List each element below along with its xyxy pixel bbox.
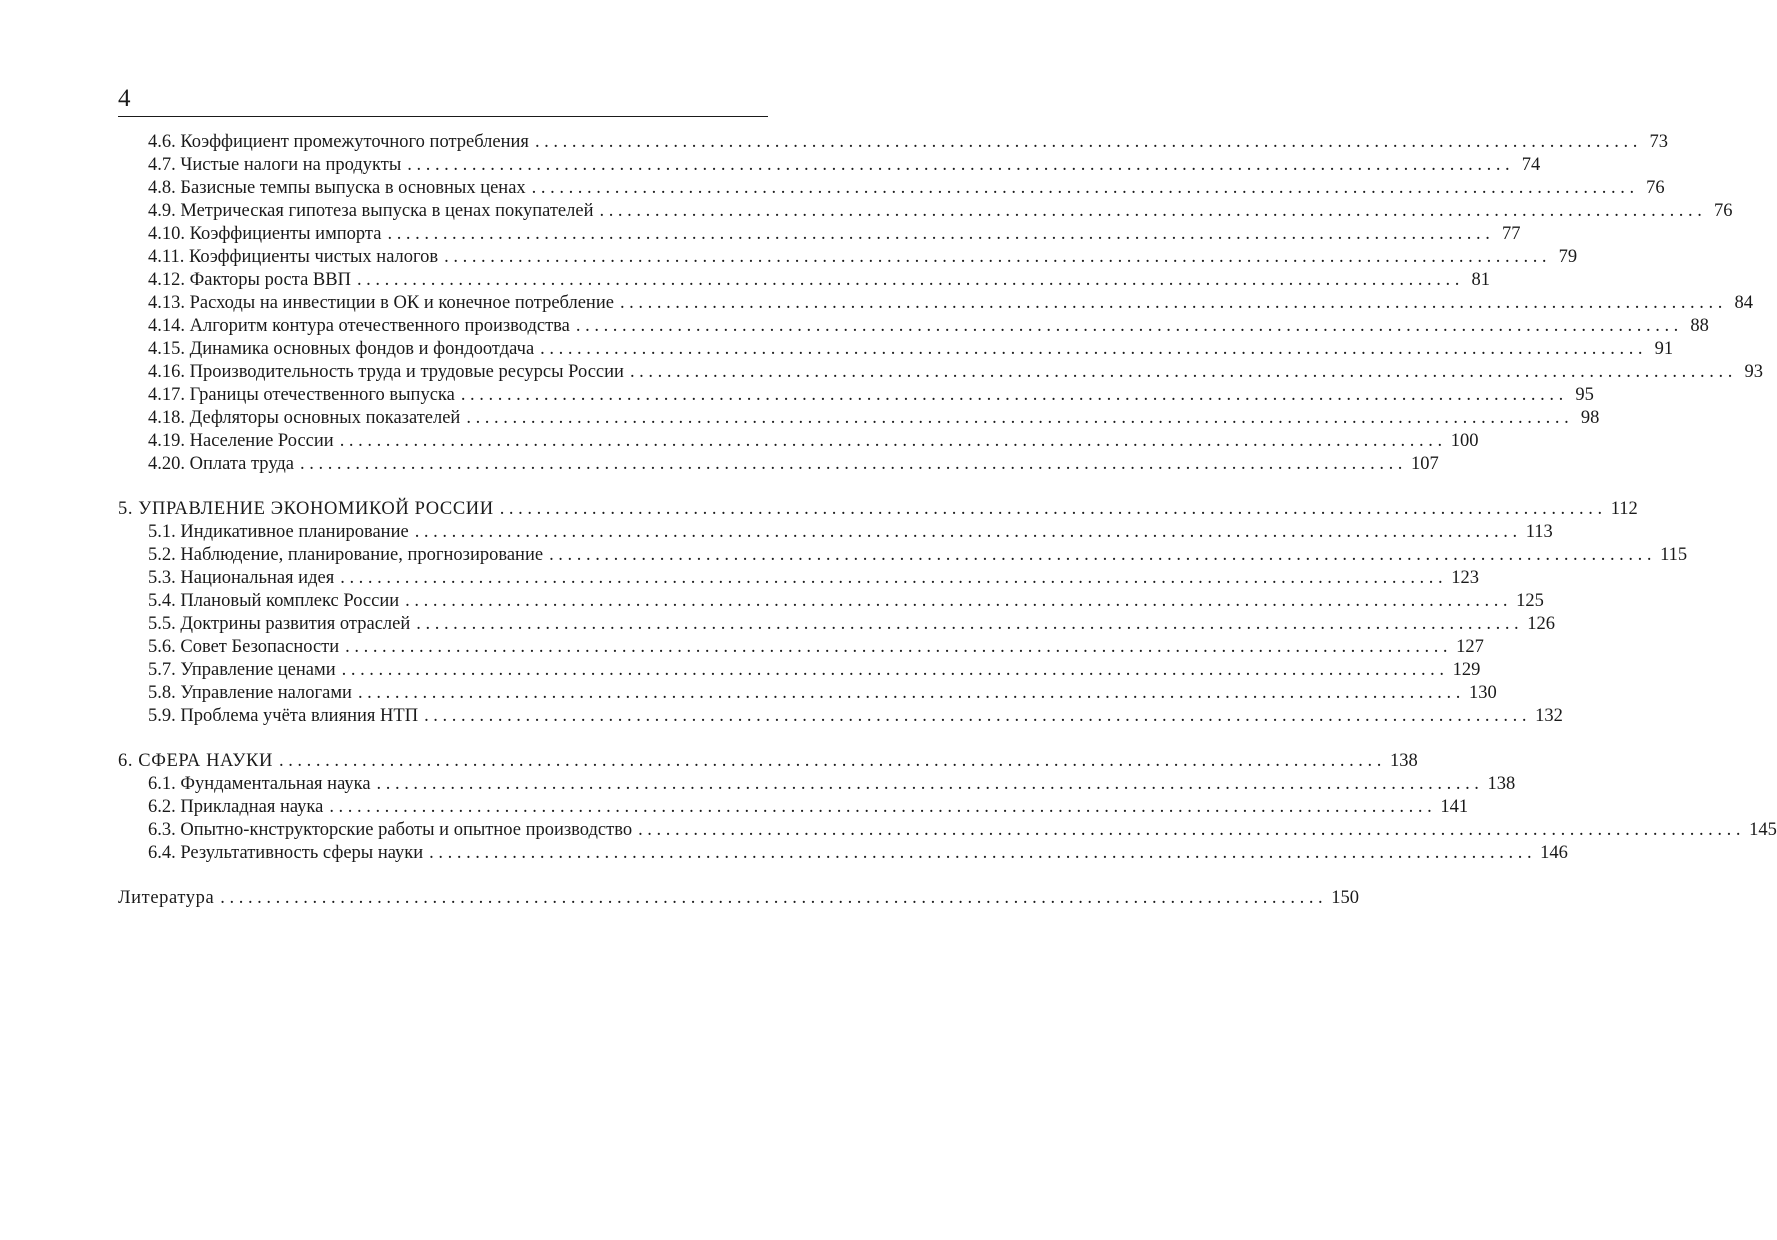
toc-entry[interactable] [118,292,1753,315]
toc-entry-page-number: 100 [1450,431,1479,451]
dot-leader: ........................................................................................................................ [376,774,1484,794]
toc-entry-label: 4.20. Оплата труда [148,454,295,474]
toc-entry[interactable] [118,407,1600,430]
toc-entry[interactable] [118,430,1479,453]
toc-entry-page-number: 138 [1389,751,1418,771]
toc-entry-page-number: 138 [1487,774,1516,794]
toc-entry[interactable] [118,521,1553,544]
toc-entry-label: 5.6. Совет Безопасности [148,637,340,657]
toc-entry-label: 6.2. Прикладная наука [148,797,324,817]
toc-entry-page-number: 81 [1471,270,1490,290]
toc-entry-label: 4.6. Коэффициент промежуточного потребления [148,132,529,152]
dot-leader: ........................................................................................................................ [340,568,1448,588]
dot-leader: ........................................................................................................................ [549,545,1657,565]
toc-entry-page-number: 76 [1646,178,1665,198]
header-rule [118,116,768,117]
toc-entry-page-number: 127 [1456,637,1484,657]
dot-leader: ........................................................................................................................ [414,522,1522,542]
toc-entry-page-number: 132 [1535,706,1563,726]
toc-entry-page-number: 130 [1468,683,1497,703]
toc-entry-page-number: 112 [1610,499,1638,519]
toc-entry-page-number: 145 [1749,820,1777,840]
toc-entry-label: 4.12. Факторы роста ВВП [148,270,351,290]
dot-leader: ........................................................................................................................ [599,201,1707,221]
toc-entry-label: 4.13. Расходы на инвестиции в ОК и конечное потребление [148,293,614,313]
toc-entry-label: 4.7. Чистые налоги на продукты [148,155,402,175]
toc-entry-page-number: 77 [1501,224,1521,244]
toc-entry-page-number: 73 [1649,132,1668,152]
dot-leader: ........................................................................................................................ [619,293,1727,313]
toc-entry-label: 5.3. Национальная идея [148,568,335,588]
toc-entry-page-number: 123 [1451,568,1479,588]
toc-entry[interactable] [118,315,1709,338]
dot-leader: ........................................................................................................................ [300,454,1408,474]
toc-entry-page-number: 88 [1690,316,1709,336]
toc-entry-page-number: 91 [1654,339,1674,359]
toc-entry-label: 6. СФЕРА НАУКИ [118,751,273,771]
toc-entry-label: 5.1. Индикативное планирование [148,522,409,542]
toc-entry[interactable] [118,200,1733,223]
toc-entry-page-number: 74 [1521,155,1541,175]
toc-entry-label: 4.19. Население России [148,431,334,451]
toc-entry-label: 4.14. Алгоритм контура отечественного производства [148,316,570,336]
toc-chapter-entry[interactable] [118,887,1360,910]
toc-entry-page-number: 98 [1580,408,1600,428]
toc-entry-label: Литература [118,888,215,908]
toc-entry[interactable] [118,131,1668,154]
dot-leader: ........................................................................................................................ [220,888,1328,908]
dot-leader: ........................................................................................................................ [329,797,1437,817]
dot-leader: ........................................................................................................................ [424,706,1532,726]
toc-entry-page-number: 107 [1411,454,1439,474]
toc-entry-label: 5. УПРАВЛЕНИЕ ЭКОНОМИКОЙ РОССИИ [118,499,494,519]
toc-entry-page-number: 113 [1525,522,1553,542]
dot-leader: ........................................................................................................................ [357,683,1465,703]
toc-entry-label: 5.5. Доктрины развития отраслей [148,614,411,634]
toc-entry-label: 5.7. Управление ценами [148,660,336,680]
toc-entry-page-number: 79 [1558,247,1578,267]
dot-leader: ........................................................................................................................ [429,843,1537,863]
toc-entry-page-number: 84 [1734,293,1753,313]
toc-entry-page-number: 115 [1660,545,1688,565]
dot-leader: ........................................................................................................................ [499,499,1607,519]
toc-entry[interactable] [118,819,1777,842]
toc-entry[interactable] [118,246,1578,269]
toc-entry-page-number: 95 [1575,385,1594,405]
toc-entry[interactable] [118,590,1544,613]
toc-entry[interactable] [118,384,1594,407]
toc-entry-label: 4.11. Коэффициенты чистых налогов [148,247,439,267]
toc-entry-label: 4.10. Коэффициенты импорта [148,224,382,244]
dot-leader: ........................................................................................................................ [405,591,1513,611]
toc-chapter-entry[interactable] [118,498,1638,521]
toc-entry-label: 4.17. Границы отечественного выпуска [148,385,455,405]
toc-entry[interactable] [118,453,1439,476]
toc-entry[interactable] [118,154,1541,177]
dot-leader: ........................................................................................................................ [575,316,1683,336]
dot-leader: ........................................................................................................................ [339,431,1447,451]
dot-leader: ........................................................................................................................ [407,155,1515,175]
dot-leader: ........................................................................................................................ [531,178,1639,198]
dot-leader: ........................................................................................................................ [466,408,1574,428]
toc-entry-label: 4.18. Дефляторы основных показателей [148,408,461,428]
toc-section [118,750,1777,865]
toc-entry-page-number: 141 [1440,797,1469,817]
toc-entry[interactable] [118,682,1497,705]
toc-entry-label: 6.3. Опытно-кнструкторские работы и опытное производство [148,820,633,840]
toc-entry[interactable] [118,659,1481,682]
toc-entry[interactable] [118,338,1674,361]
dot-leader: ........................................................................................................................ [638,820,1746,840]
toc-entry[interactable] [118,567,1479,590]
table-of-contents [118,131,1777,910]
toc-entry[interactable] [118,223,1521,246]
toc-entry-label: 4.15. Динамика основных фондов и фондоотдача [148,339,535,359]
toc-entry-label: 6.1. Фундаментальная наука [148,774,371,794]
toc-entry-label: 5.4. Плановый комплекс России [148,591,400,611]
toc-entry-page-number: 93 [1744,362,1763,382]
toc-entry[interactable] [118,544,1688,567]
dot-leader: ........................................................................................................................ [356,270,1464,290]
dot-leader: ........................................................................................................................ [534,132,1642,152]
toc-entry-label: 5.8. Управление налогами [148,683,352,703]
toc-entry-page-number: 129 [1452,660,1481,680]
toc-entry-page-number: 125 [1516,591,1544,611]
toc-entry-label: 4.16. Производительность труда и трудовые ресурсы России [148,362,624,382]
dot-leader: ........................................................................................................................ [460,385,1568,405]
toc-entry[interactable] [118,705,1563,728]
toc-entry[interactable] [118,177,1665,200]
dot-leader: ........................................................................................................................ [629,362,1737,382]
dot-leader: ........................................................................................................................ [278,751,1386,771]
dot-leader: ........................................................................................................................ [387,224,1495,244]
toc-section [118,498,1688,728]
toc-section [118,131,1763,476]
dot-leader: ........................................................................................................................ [416,614,1524,634]
toc-entry[interactable] [118,796,1469,819]
dot-leader: ........................................................................................................................ [345,637,1453,657]
toc-entry-label: 4.8. Базисные темпы выпуска в основных ценах [148,178,526,198]
toc-entry-label: 4.9. Метрическая гипотеза выпуска в ценах покупателей [148,201,594,221]
toc-entry-label: 6.4. Результативность сферы науки [148,843,424,863]
toc-entry-label: 5.2. Наблюдение, планирование, прогнозирование [148,545,544,565]
toc-entry-page-number: 76 [1713,201,1733,221]
toc-entry[interactable] [118,636,1484,659]
dot-leader: ........................................................................................................................ [444,247,1552,267]
dot-leader: ........................................................................................................................ [341,660,1449,680]
toc-entry[interactable] [118,773,1516,796]
page-number: 4 [118,85,131,112]
toc-entry[interactable] [118,613,1556,636]
toc-entry-page-number: 146 [1540,843,1568,863]
toc-section [118,887,1360,910]
toc-entry-page-number: 126 [1527,614,1556,634]
toc-entry-label: 5.9. Проблема учёта влияния НТП [148,706,419,726]
toc-entry-page-number: 150 [1331,888,1360,908]
toc-chapter-entry[interactable] [118,750,1418,773]
dot-leader: ........................................................................................................................ [540,339,1648,359]
toc-entry[interactable] [118,842,1568,865]
toc-entry[interactable] [118,269,1490,292]
toc-entry[interactable] [118,361,1763,384]
